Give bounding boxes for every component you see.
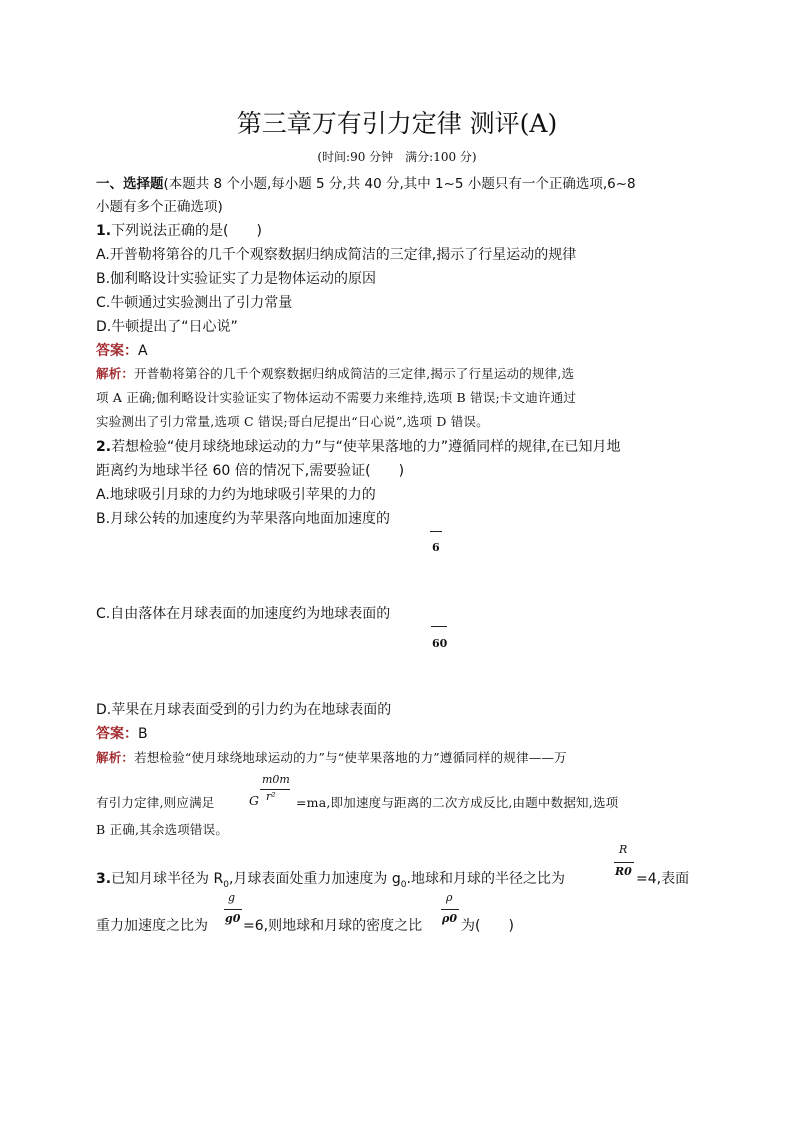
q1-stem-text: 下列说法正确的是( ) xyxy=(111,223,262,239)
answer-label: 答案： xyxy=(96,726,138,742)
q2-explain-3: B 正确,其余选项错误。 xyxy=(96,822,229,837)
q2-formula-denominator: r² xyxy=(266,790,276,803)
q3-number: 3. xyxy=(96,871,112,887)
section-title: 一、选择题 xyxy=(96,176,164,192)
q2-formula-G: G xyxy=(249,793,260,808)
q3-text-1: 已知月球半径为 R xyxy=(111,871,224,887)
q1-explain-2: 项 A 正确;伽利略设计实验证实了物体运动不需要力来维持,选项 B 错误;卡文迪许通过 xyxy=(96,390,577,405)
q3-text-5: 重力加速度之比为 xyxy=(96,918,208,934)
q1-option-a: A.开普勒将第谷的几千个观察数据归纳成简洁的三定律,揭示了行星运动的规律 xyxy=(96,247,577,263)
answer-label: 答案： xyxy=(96,343,138,359)
q3-frac2-denominator: g0 xyxy=(225,912,241,925)
q3-text-2: ,月球表面处重力加速度为 g xyxy=(228,871,401,887)
q2-option-b-fraction-bar xyxy=(430,531,442,532)
q2-option-b-denominator: 6 xyxy=(432,541,440,554)
q3-frac1-numerator: R xyxy=(619,843,628,856)
q1-answer-value: A xyxy=(138,343,148,359)
q3-frac1-denominator: R0 xyxy=(615,865,632,878)
q2-explain-2b: =ma,即加速度与距离的二次方成反比,由题中数据知,选项 xyxy=(296,795,619,810)
q2-option-c: C.自由落体在月球表面的加速度约为地球表面的 xyxy=(96,606,391,622)
q1-number: 1. xyxy=(96,223,112,239)
q2-explain-2a: 有引力定律,则应满足 xyxy=(96,795,215,810)
section-desc-2: 小题有多个正确选项) xyxy=(96,199,223,215)
q2-formula-numerator: m0m xyxy=(262,773,290,786)
q1-option-c: C.牛顿通过实验测出了引力常量 xyxy=(96,295,293,311)
q2-number: 2. xyxy=(96,439,112,455)
q3-sub-g0: 0 xyxy=(400,879,407,890)
q3-text-6: =6,则地球和月球的密度之比 xyxy=(243,918,423,934)
q2-explain-text-1: 若想检验“使月球绕地球运动的力”与“使苹果落地的力”遵循同样的规律——万 xyxy=(134,750,567,765)
q2-stem-1 xyxy=(96,436,621,456)
q2-option-a: A.地球吸引月球的力约为地球吸引苹果的力的 xyxy=(96,487,376,503)
q3-frac3-numerator: ρ xyxy=(446,891,453,904)
q3-frac3-denominator: ρ0 xyxy=(442,912,457,925)
q3-frac2-numerator: g xyxy=(228,891,236,904)
q2-option-c-fraction-bar xyxy=(431,626,447,627)
section-heading xyxy=(96,172,636,192)
q3-text-3: .地球和月球的半径之比为 xyxy=(406,871,565,887)
q1-explain-text-1: 开普勒将第谷的几千个观察数据归纳成简洁的三定律,揭示了行星运动的规律,选 xyxy=(134,366,575,381)
q2-answer-value: B xyxy=(138,726,148,742)
q3-frac3-bar xyxy=(441,909,459,910)
explain-label: 解析： xyxy=(96,750,135,765)
q2-stem-2: 距离约为地球半径 60 倍的情况下,需要验证( ) xyxy=(96,463,405,479)
q1-stem xyxy=(96,220,262,240)
q3-text-4: =4,表面 xyxy=(636,871,690,887)
q2-answer xyxy=(96,723,148,743)
q3-line-1 xyxy=(96,868,565,890)
q2-option-b: B.月球公转的加速度约为苹果落向地面加速度的 xyxy=(96,511,391,527)
q2-option-d: D.苹果在月球表面受到的引力约为在地球表面的 xyxy=(96,702,392,718)
q1-answer xyxy=(96,340,148,360)
q3-frac2-bar xyxy=(224,909,242,910)
q1-explain-3: 实验测出了引力常量,选项 C 错误;哥白尼提出“日心说”,选项 D 错误。 xyxy=(96,414,489,429)
q1-option-b: B.伽利略设计实验证实了力是物体运动的原因 xyxy=(96,271,377,287)
page-subtitle: (时间:90 分钟 满分:100 分) xyxy=(317,150,477,164)
q3-frac1-bar xyxy=(614,862,634,863)
page-title: 第三章万有引力定律 测评(A) xyxy=(236,109,558,138)
q1-option-d: D.牛顿提出了“日心说” xyxy=(96,319,238,335)
q2-stem-text: 若想检验“使月球绕地球运动的力”与“使苹果落地的力”遵循同样的规律,在已知月地 xyxy=(111,439,621,455)
q2-option-c-denominator: 60 xyxy=(432,637,448,650)
section-desc-1: (本题共 8 个小题,每小题 5 分,共 40 分,其中 1~5 小题只有一个正确选项,6~8 xyxy=(163,176,636,192)
explain-label: 解析： xyxy=(96,366,135,381)
q2-explain-1 xyxy=(96,748,567,766)
q3-text-7: 为( ) xyxy=(461,918,514,934)
q3-sub-r0: 0 xyxy=(223,879,229,890)
q1-explain-1 xyxy=(96,364,574,382)
